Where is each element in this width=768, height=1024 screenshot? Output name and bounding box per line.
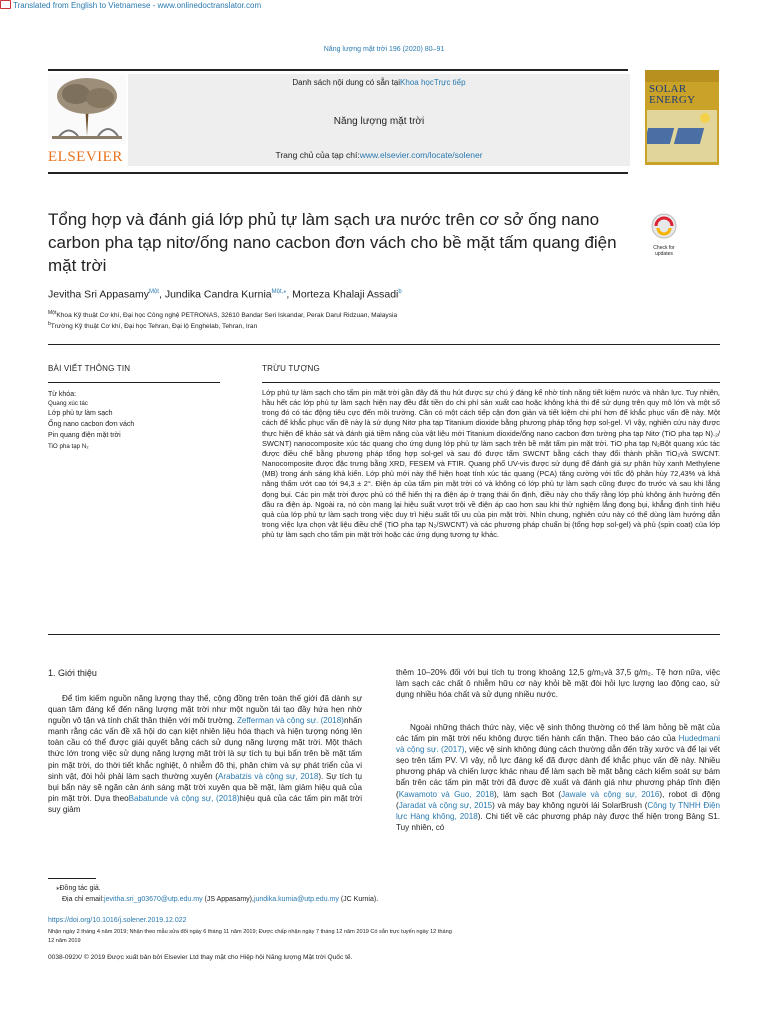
- author-name[interactable]: Jundika Candra Kurnia: [164, 288, 272, 301]
- translator-bar[interactable]: [0, 0, 261, 10]
- affiliation: $^b$Trường Kỹ thuật Cơ khí, Đại học Tehran, Đại lộ Enghelab, Tehran, Iran: [48, 321, 258, 331]
- divider: [262, 382, 720, 383]
- citation-link[interactable]: Jaradat và cộng sự, 2015: [398, 800, 493, 810]
- abstract-text: Lớp phủ tự làm sạch cho tấm pin mặt trời gần đây đã thu hút được sự chú ý đáng kể nhờ tính năng tiết kiệm nước và nhân lực. Tuy nhiên, hầu hết các lớp phủ tự làm sạch hiện nay đều đắt tiền do chi phí sản xuất cao hoặc không khả thi để sử dụng trên quy mô lớn và một số trong đó có tác động tiêu cực đến môi trường. Cần có một cách tiếp cận đơn giản và tiết kiệm chi phí hơn để khắc phục vấn đề này. Một cách để khắc phục vấn đề này là sử dụng Nitơ pha tạp Titanium dioxide bằng phương pháp tổng hợp sol-gel. Vì vậy, nghiên cứu này được thực hiện để khảo sát và đánh giá tiềm năng của vật liệu mới Titanium dioxide/ống nano cacbon đơn tường pha tạp Nitơ (TiO pha tạp N).₂/ SWCNT) nanocomposite xúc tác quang cho ứng dụng lớp phủ tự làm sạch trên bề mặt tấm pin mặt trời. TiO pha tạp N₂Bột quang xúc tác được điều chế bằng phương pháp tổng hợp sol-gel và sau đó được tấm SWCNT bằng cách thay đổi thành phần TiO₂và SWCNT. Nanocomposite được đặc trưng bằng XRD, FESEM và FTIR. Quang phổ UV-vis được sử dụng để đánh giá sự phân hủy xanh Methylene (MB) trong ánh sáng khả kiến. Lớp phủ mới này thể hiện hoạt tính xúc tác quang (PCA) tăng cường với tốc độ phân hủy 72,43% và khả năng thấm ướt cao tới 94,3 ± 2°. Điện áp của tấm pin mặt trời có và không có lớp phủ tự làm sạch cũng được đo trước và sau khi lắng đọng bụi. Các pin mặt trời được phủ có thể hiển thị ra điện áp ở trạng thái ổn định, điều này cho thấy rằng lớp phủ không ảnh hưởng đến đầu ra điện áp. Ngoài ra, nó còn mang lại hiệu suất vượt trội về điện áp cao hơn sau khi thử nghiệm lắng đọng bụi, khẳng định tính hiệu quả của lớp phủ tự làm sạch trong việc duy trì hiệu suất tối ưu của pin mặt trời. Nhìn chung, nghiên cứu này có thể dùng làm hướng dẫn trong việc lựa chọn vật liệu điều chế (TiO pha tạp N₂/SWCNT) và các phương pháp chuẩn bị (tổng hợp sol-gel) và phủ (spin coat) của lớp phủ tự làm sạch cho tấm pin mặt trời hoặc các ứng dụng tương tự khác.: [262, 388, 720, 540]
- email-line: Địa chỉ email:jevitha.sri_g03670@utp.edu.my (JS Appasamy),jundika.kurnia@utp.edu.my (JC Kurnia).: [62, 896, 379, 903]
- keyword: Ống nano cacbon đơn vách: [48, 421, 135, 428]
- keyword: Lớp phủ tự làm sạch: [48, 410, 113, 417]
- footnote-rule: [48, 878, 96, 879]
- author-affiliation-mark[interactable]: b: [398, 289, 402, 295]
- citation-link[interactable]: Kawamoto và Guo, 2018: [398, 789, 494, 799]
- journal-header-box: [128, 74, 630, 166]
- translate-icon: [0, 0, 11, 9]
- elsevier-logo: [48, 74, 126, 166]
- body-paragraph: Ngoài những thách thức này, việc vệ sinh thông thường có thể làm hỏng bề mặt của các tấm pin mặt trời nếu không được tiến hành cẩn thận. Theo báo cáo của Hudedmani và cộng sự. (2017), việc vệ sinh không đúng cách thường dẫn đến trầy xước và để lại vết sẹo trên tấm PV. Vì vậy, nỗ lực đáng kể đã được dành để khắc phục vấn đề này. Nhiều phương pháp và chiến lược khác nhau để làm sạch bề mặt bằng cách kiểm soát sự bám bẩn trên các tấm pin mặt trời đã được đề xuất và đánh giá như phương pháp tĩnh điện (Kawamoto và Guo, 2018), làm sạch Bot (Jawale và cộng sự, 2016), robot di động (Jaradat và cộng sự, 2015) và máy bay không người lái SolarBrush (Công ty TNHH Điện lực Hàng không, 2018). Chi tiết về các phương pháp này được thể hiện trong Bảng S1. Tuy nhiên, có: [396, 723, 721, 832]
- header-bottom-rule: [48, 172, 628, 174]
- check-for-updates-badge[interactable]: [646, 212, 682, 257]
- citation-link[interactable]: Babatunde và cộng sự, (2018): [128, 793, 240, 803]
- contents-line: Danh sách nội dung có sẵn tạiKhoa họcTrực tiếp: [292, 78, 466, 87]
- email-link[interactable]: jevitha.sri_g03670@utp.edu.my: [104, 896, 203, 903]
- author-affiliation-mark[interactable]: Một: [148, 289, 159, 295]
- author-affiliation-mark[interactable]: Một,⁎: [271, 289, 287, 295]
- cover-image: [647, 110, 717, 162]
- journal-name: Năng lượng mặt trời: [333, 116, 425, 127]
- elsevier-tree-icon: [48, 74, 126, 144]
- translator-link[interactable]: Translated from English to Vietnamese - www.onlinedoctranslator.com: [13, 1, 262, 10]
- divider: [48, 344, 720, 345]
- author-name[interactable]: Morteza Khalaji Assadi: [292, 288, 399, 301]
- affiliation: $^{Một}$Khoa Kỹ thuật Cơ khí, Đại học Công nghệ PETRONAS, 32610 Bandar Seri Iskandar, Perak Darul Ridzuan, Malaysia: [48, 310, 398, 320]
- body-paragraph: thêm 10–20% đối với bụi tích tụ trong khoảng 12,5 g/m₂và 37,5 g/m₂. Tệ hơn nữa, việc làm sạch các chất ô nhiễm hữu cơ này khỏi bề mặt đòi hỏi lực lượng lao động cao, sử dụng nhiều hóa chất và sử dụng nhiều nước.: [396, 668, 720, 700]
- keywords-block: [48, 389, 134, 452]
- header-top-rule: [48, 69, 628, 71]
- abstract-heading: TRỪU TƯỢNG: [262, 364, 320, 373]
- homepage-link[interactable]: www.elsevier.com/locate/solener: [359, 150, 483, 160]
- divider: [48, 382, 220, 383]
- check-updates-icon: [646, 212, 682, 240]
- copyright-line: 0038-092X/ © 2019 Được xuất bản bởi Elsevier Ltd thay mặt cho Hiệp hội Năng lượng Mặt trời Quốc tế.: [48, 954, 353, 961]
- email-link[interactable]: jundika.kurnia@utp.edu.my: [253, 896, 339, 903]
- keyword: TiO pha tạp N₂: [48, 443, 89, 450]
- keyword: Pin quang điện mặt trời: [48, 432, 121, 439]
- divider: [48, 634, 720, 635]
- body-paragraph: Để tìm kiếm nguồn năng lượng thay thế, cộng đồng trên toàn thế giới đã dành sự quan tâm đáng kể đến năng lượng mặt trời như một nguồn tái tạo đầy hứa hẹn nhờ nguồn vô tận và tính chất thân thiện với môi trường. Zefferman và cộng sự. (2018)nhấn mạnh rằng các vấn đề xã hội do cạn kiệt nhiên liệu hóa thạch và hiện tượng nóng lên toàn cầu có thể được giải quyết bằng cách sử dụng năng lượng mặt trời. Một thách thức lớn trong việc sử dụng năng lượng mặt trời là sự tích tụ bụi bẩn trên bề mặt tấm pin mặt trời, do thời tiết khắc nghiệt, ô nhiễm đô thị, phân chim và sự phát triển của vi sinh vật, đòi hỏi phải làm sạch thường xuyên (Arabatzis và cộng sự, 2018). Sự tích tụ bụi bẩn này sẽ ngăn cản ánh sáng mặt trời xuyên qua bề mặt, làm giảm hiệu quả của pin mặt trời. Dựa theoBabatunde và cộng sự, (2018)hiệu quả của các tấm pin mặt trời suy giảm: [48, 694, 362, 814]
- article-info-heading: BÀI VIẾT THÔNG TIN: [48, 364, 131, 373]
- cover-title: SOLAR ENERGY: [649, 83, 696, 106]
- sciencedirect-link[interactable]: Khoa họcTrực tiếp: [400, 78, 466, 87]
- citation-link[interactable]: Arabatzis và cộng sự, 2018: [217, 771, 319, 781]
- keyword: Quang xúc tác: [48, 400, 88, 407]
- badge-line2: updates: [655, 251, 673, 257]
- journal-reference[interactable]: Năng lượng mặt trời 196 (2020) 80–91: [323, 46, 445, 53]
- author-list: Jevitha Sri Appasamy$^{Một}$, Jundika Candra Kurnia$^{Một,⁎}$, Morteza Khalaji Assadi$^b$: [48, 288, 402, 301]
- elsevier-wordmark: ELSEVIER: [48, 149, 123, 165]
- keywords-label: Từ khóa:: [48, 391, 77, 398]
- journal-cover[interactable]: [645, 70, 719, 165]
- doi-link[interactable]: https://doi.org/10.1016/j.solener.2019.12.022: [48, 917, 187, 924]
- citation-link[interactable]: Công ty TNHH Điện lực Hàng không, 2018: [396, 800, 721, 821]
- citation-link[interactable]: Jawale và cộng sự, 2016: [561, 789, 660, 799]
- received-dates: Nhận ngày 2 tháng 4 năm 2019; Nhận theo mẫu sửa đổi ngày 6 tháng 11 năm 2019; Được chấp nhận ngày 7 tháng 12 năm 2019 Có sẵn trực tuyến ngày 12 tháng 12 năm 2019: [48, 929, 452, 944]
- author-name[interactable]: Jevitha Sri Appasamy: [48, 288, 149, 301]
- section-heading: 1. Giới thiệu: [48, 668, 97, 678]
- homepage-line: Trang chủ của tạp chí:www.elsevier.com/locate/solener: [275, 150, 483, 160]
- citation-link[interactable]: Zefferman và cộng sự. (2018): [236, 716, 344, 726]
- badge-line1: Check for: [653, 245, 675, 251]
- corresponding-note: ⁎Đồng tác giả.: [56, 885, 101, 892]
- article-title: Tổng hợp và đánh giá lớp phủ tự làm sạch ưa nước trên cơ sở ống nano carbon pha tạp nitơ/ống nano cacbon đơn vách cho bề mặt tấm quang điện mặt trời: [48, 210, 617, 275]
- citation-link[interactable]: Hudedmani và cộng sự. (2017): [396, 734, 720, 755]
